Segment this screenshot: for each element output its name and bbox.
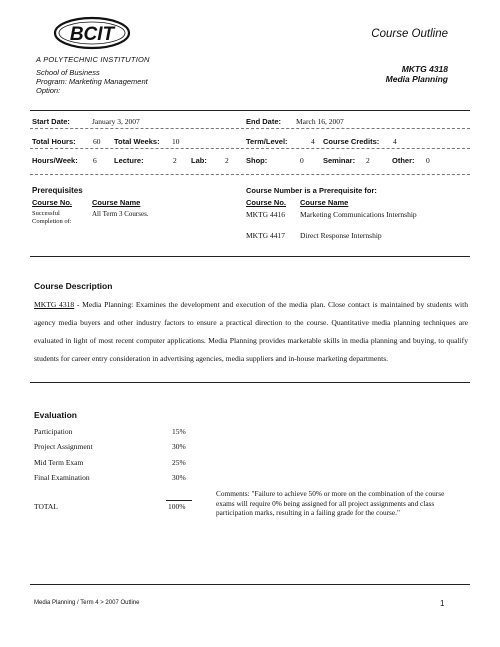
shop-label: Shop:	[246, 156, 268, 165]
evaluation-item-pct: 25%	[172, 458, 186, 467]
tagline: A POLYTECHNIC INSTITUTION	[36, 55, 150, 64]
evaluation-item-label: Final Examination	[34, 473, 90, 482]
hours-week-value: 6	[93, 156, 97, 165]
seminar-label: Seminar:	[323, 156, 356, 165]
postreq-name-1: Marketing Communications Internship	[300, 210, 417, 219]
evaluation-item-pct: 30%	[172, 442, 186, 451]
description-course-code: MKTG 4318	[34, 300, 75, 309]
postreq-no-1: MKTG 4416	[246, 210, 285, 219]
bcit-logo-icon	[52, 14, 132, 54]
school-info	[36, 68, 148, 95]
row-divider	[30, 174, 470, 175]
start-date-label: Start Date:	[32, 117, 70, 126]
prereq-course-name: All Term 3 Courses.	[92, 210, 149, 218]
logo-text: BCIT	[69, 24, 115, 45]
term-level-label: Term/Level:	[246, 137, 288, 146]
course-description-heading: Course Description	[34, 281, 113, 291]
evaluation-item-pct: 30%	[172, 473, 186, 482]
course-heading	[386, 64, 448, 84]
lecture-value: 2	[173, 156, 177, 165]
evaluation-row	[34, 473, 204, 482]
evaluation-total-pct: 100%	[168, 502, 186, 511]
school-name: School of Business	[36, 68, 100, 77]
option-label: Option:	[36, 86, 61, 95]
postreq-name-2: Direct Response Internship	[300, 231, 382, 240]
completion-line-2: Completion of:	[32, 218, 72, 225]
course-description-body	[34, 296, 468, 368]
completion-line-1: Successful	[32, 210, 60, 217]
lab-value: 2	[225, 156, 229, 165]
term-level-value: 4	[311, 137, 315, 146]
end-date-label: End Date:	[246, 117, 282, 126]
total-hours-value: 60	[93, 137, 101, 146]
is-prereq-heading: Course Number is a Prerequisite for:	[246, 186, 377, 195]
evaluation-row	[34, 458, 204, 467]
description-text: - Media Planning: Examines the development and execution of the media plan. Close contact is maintained by students with agency media buyers and other industry factors to ensure a practical direction to the course. Quantitative media planning techniques are evaluated in light of most recent computer applications. Media Planning provides marketable skills in media planning and buying, to qualify students for career entry consideration in advertising agencies, media suppliers and in-house marketing departments.	[34, 300, 468, 363]
postreq-col-course-name: Course Name	[300, 198, 349, 207]
prerequisites-heading: Prerequisites	[32, 186, 83, 195]
total-weeks-value: 10	[172, 137, 180, 146]
evaluation-item-label: Mid Term Exam	[34, 458, 84, 467]
course-credits-label: Course Credits:	[323, 137, 380, 146]
lecture-label: Lecture:	[114, 156, 144, 165]
hours-week-label: Hours/Week:	[32, 156, 78, 165]
evaluation-item-pct: 15%	[172, 427, 186, 436]
footer-divider	[30, 584, 470, 585]
row-divider	[30, 148, 470, 149]
shop-value: 0	[300, 156, 304, 165]
evaluation-item-label: Project Assignment	[34, 442, 93, 451]
evaluation-comments: Comments: "Failure to achieve 50% or more on the combination of the course exams will require 0% being assigned for all project assignments and class participation marks, resulting in a failing grade for the course."	[216, 489, 445, 517]
total-rule	[166, 500, 192, 501]
start-date-value: January 3, 2007	[92, 117, 140, 126]
total-weeks-label: Total Weeks:	[114, 137, 160, 146]
lab-label: Lab:	[191, 156, 207, 165]
end-date-value: March 16, 2007	[296, 117, 344, 126]
evaluation-heading: Evaluation	[34, 410, 77, 420]
prereq-col-course-name: Course Name	[92, 198, 141, 207]
evaluation-total-label: TOTAL	[34, 502, 58, 511]
document-title: Course Outline	[371, 28, 448, 40]
evaluation-total-row	[34, 502, 204, 511]
section-divider	[30, 382, 470, 383]
page-number: 1	[440, 599, 445, 608]
completion-note	[32, 210, 72, 226]
row-divider	[30, 128, 470, 129]
seminar-value: 2	[366, 156, 370, 165]
course-credits-value: 4	[393, 137, 397, 146]
evaluation-item-label: Participation	[34, 427, 73, 436]
postreq-col-course-no: Course No.	[246, 198, 287, 207]
total-hours-label: Total Hours:	[32, 137, 76, 146]
program-name: Program: Marketing Management	[36, 77, 148, 86]
other-label: Other:	[392, 156, 415, 165]
section-divider	[30, 256, 470, 257]
course-code: MKTG 4318	[401, 64, 448, 74]
course-name: Media Planning	[385, 74, 448, 84]
postreq-no-2: MKTG 4417	[246, 231, 285, 240]
other-value: 0	[426, 156, 430, 165]
header-divider	[30, 110, 470, 111]
evaluation-row	[34, 442, 204, 451]
prereq-col-course-no: Course No.	[32, 198, 73, 207]
evaluation-row	[34, 427, 204, 436]
footer-text: Media Planning / Term 4 > 2007 Outline	[34, 600, 140, 606]
